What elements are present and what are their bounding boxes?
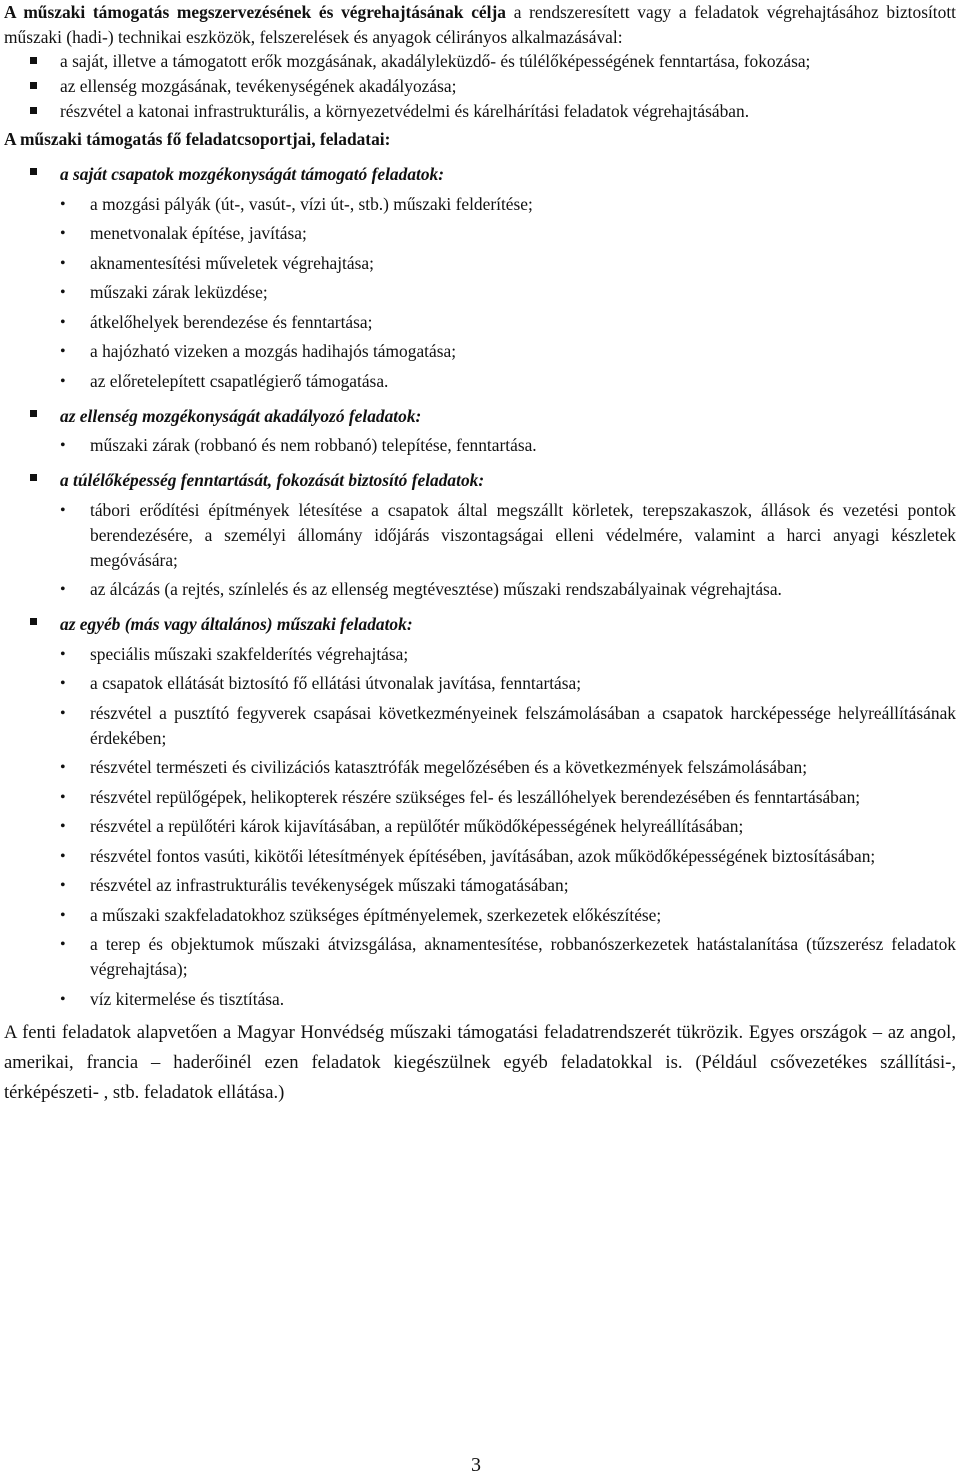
- square-bullet-icon: [30, 57, 37, 64]
- group-title: a saját csapatok mozgékonyságát támogató feladatok:: [4, 161, 956, 187]
- list-item: • a hajózható vizeken a mozgás hadihajós támogatása;: [4, 339, 956, 364]
- bullet-icon: •: [60, 501, 66, 519]
- list-item: • víz kitermelése és tisztítása.: [4, 987, 956, 1012]
- bullet-icon: •: [60, 990, 66, 1008]
- intro-bold: A műszaki támogatás megszervezésének és végrehajtásának célja: [4, 2, 506, 22]
- bullet-icon: •: [60, 372, 66, 390]
- aim-item: a saját, illetve a támogatott erők mozgásának, akadályleküzdő- és túlélőképességének fenntartása, fokozása;: [4, 49, 956, 74]
- list-item: • átkelőhelyek berendezése és fenntartása;: [4, 310, 956, 335]
- bullet-icon: •: [60, 581, 66, 598]
- list-item: • az előretelepített csapatlégierő támogatása.: [4, 369, 956, 394]
- group-1: [4, 161, 956, 187]
- list-item: • műszaki zárak (robbanó és nem robbanó) telepítése, fenntartása.: [4, 433, 956, 458]
- list-item: • részvétel fontos vasúti, kikötői létesítmények építésében, javításában, azok működőképességének biztosításában;: [4, 844, 956, 869]
- square-bullet-icon: [30, 618, 37, 625]
- list-item: • aknamentesítési műveletek végrehajtása;: [4, 251, 956, 276]
- group-3: [4, 467, 956, 493]
- group-2: [4, 403, 956, 429]
- bullet-icon: •: [60, 906, 66, 924]
- closing-paragraph: A fenti feladatok alapvetően a Magyar Honvédség műszaki támogatási feladatrendszerét tükrözik. Egyes országok – az angol, amerikai, francia – haderőinél ezen feladatok kiegészülnek egyéb feladatokkal is. (Például csővezetékes szállítási-, térképészeti- , stb. feladatok ellátása.): [4, 1021, 956, 1103]
- bullet-icon: •: [60, 437, 66, 454]
- bullet-icon: •: [60, 704, 66, 722]
- list-item: • menetvonalak építése, javítása;: [4, 221, 956, 246]
- group-title: a túlélőképesség fenntartását, fokozását biztosító feladatok:: [4, 467, 956, 493]
- square-bullet-icon: [30, 168, 37, 175]
- bullet-icon: •: [60, 847, 66, 865]
- list-item: • részvétel a pusztító fegyverek csapásai következményeinek felszámolásában a csapatok harcképessége helyreállításának érdekében;: [60, 702, 956, 748]
- intro-paragraph: [4, 0, 956, 49]
- group-title: az egyéb (más vagy általános) műszaki feladatok:: [4, 611, 956, 637]
- bullet-icon: •: [60, 675, 66, 692]
- section-heading: A műszaki támogatás fő feladatcsoportjai, feladatai:: [4, 129, 391, 149]
- bullet-icon: •: [60, 759, 66, 776]
- list-item: • tábori erődítési építmények létesítése a csapatok által megszállt körletek, terepszakaszok, állások és vezetési pontok berendezésére, a személyi állomány időjárás viszontagságai elleni védelmére, valamint a harci anyagi készletek megóvására;: [60, 499, 956, 570]
- bullet-icon: •: [60, 645, 66, 663]
- group-2-items: [4, 433, 956, 458]
- intro-rest: a rendszeresített vagy a feladatok végrehajtásához biztosított műszaki (hadi-) technikai eszközök, felszerelések és anyagok célirányos alkalmazásával:: [4, 2, 956, 47]
- square-bullet-icon: [30, 410, 37, 417]
- bullet-icon: •: [60, 788, 66, 806]
- bullet-icon: •: [60, 195, 66, 213]
- bullet-icon: •: [60, 313, 66, 331]
- group-1-items: [4, 192, 956, 394]
- list-item: • a műszaki szakfeladatokhoz szükséges építményelemek, szerkezetek előkészítése;: [4, 903, 956, 928]
- square-bullet-icon: [30, 82, 37, 89]
- document-page: [4, 0, 956, 1108]
- group-4-items: [4, 642, 956, 1012]
- group-title: az ellenség mozgékonyságát akadályozó feladatok:: [4, 403, 956, 429]
- list-item: • az álcázás (a rejtés, színlelés és az ellenség megtévesztése) műszaki rendszabályainak végrehajtása.: [4, 577, 956, 602]
- list-item: • speciális műszaki szakfelderítés végrehajtása;: [4, 642, 956, 667]
- list-item: • részvétel a repülőtéri károk kijavításában, a repülőtér működőképességének helyreállításában;: [4, 814, 956, 839]
- aim-item: részvétel a katonai infrastrukturális, a környezetvédelmi és kárelhárítási feladatok végrehajtásában.: [4, 99, 956, 124]
- square-bullet-icon: [30, 107, 37, 114]
- aim-item: az ellenség mozgásának, tevékenységének akadályozása;: [4, 74, 956, 99]
- aims-list: [4, 49, 956, 124]
- list-item: • a csapatok ellátását biztosító fő ellátási útvonalak javítása, fenntartása;: [4, 671, 956, 696]
- list-item: • részvétel természeti és civilizációs katasztrófák megelőzésében és a következmények felszámolásában;: [4, 755, 956, 780]
- bullet-icon: •: [60, 343, 66, 360]
- list-item: • a terep és objektumok műszaki átvizsgálása, aknamentesítése, robbanószerkezetek hatástalanítása (tűzszerész feladatok végrehajtása);: [60, 934, 956, 979]
- group-3-items: [4, 498, 956, 603]
- bullet-icon: •: [60, 284, 66, 301]
- bullet-icon: •: [60, 877, 66, 894]
- bullet-icon: •: [60, 818, 66, 835]
- list-item: • műszaki zárak leküzdése;: [4, 280, 956, 305]
- square-bullet-icon: [30, 474, 37, 481]
- bullet-icon: •: [60, 254, 66, 272]
- bullet-icon: •: [60, 936, 66, 953]
- list-item: • részvétel repülőgépek, helikopterek részére szükséges fel- és leszállóhelyek berendezésében és fenntartásában;: [4, 785, 956, 810]
- bullet-icon: •: [60, 225, 66, 242]
- group-4: [4, 611, 956, 637]
- page-number: 3: [471, 1454, 481, 1476]
- list-item: • a mozgási pályák (út-, vasút-, vízi út-, stb.) műszaki felderítése;: [4, 192, 956, 217]
- list-item: • részvétel az infrastrukturális tevékenységek műszaki támogatásában;: [4, 873, 956, 898]
